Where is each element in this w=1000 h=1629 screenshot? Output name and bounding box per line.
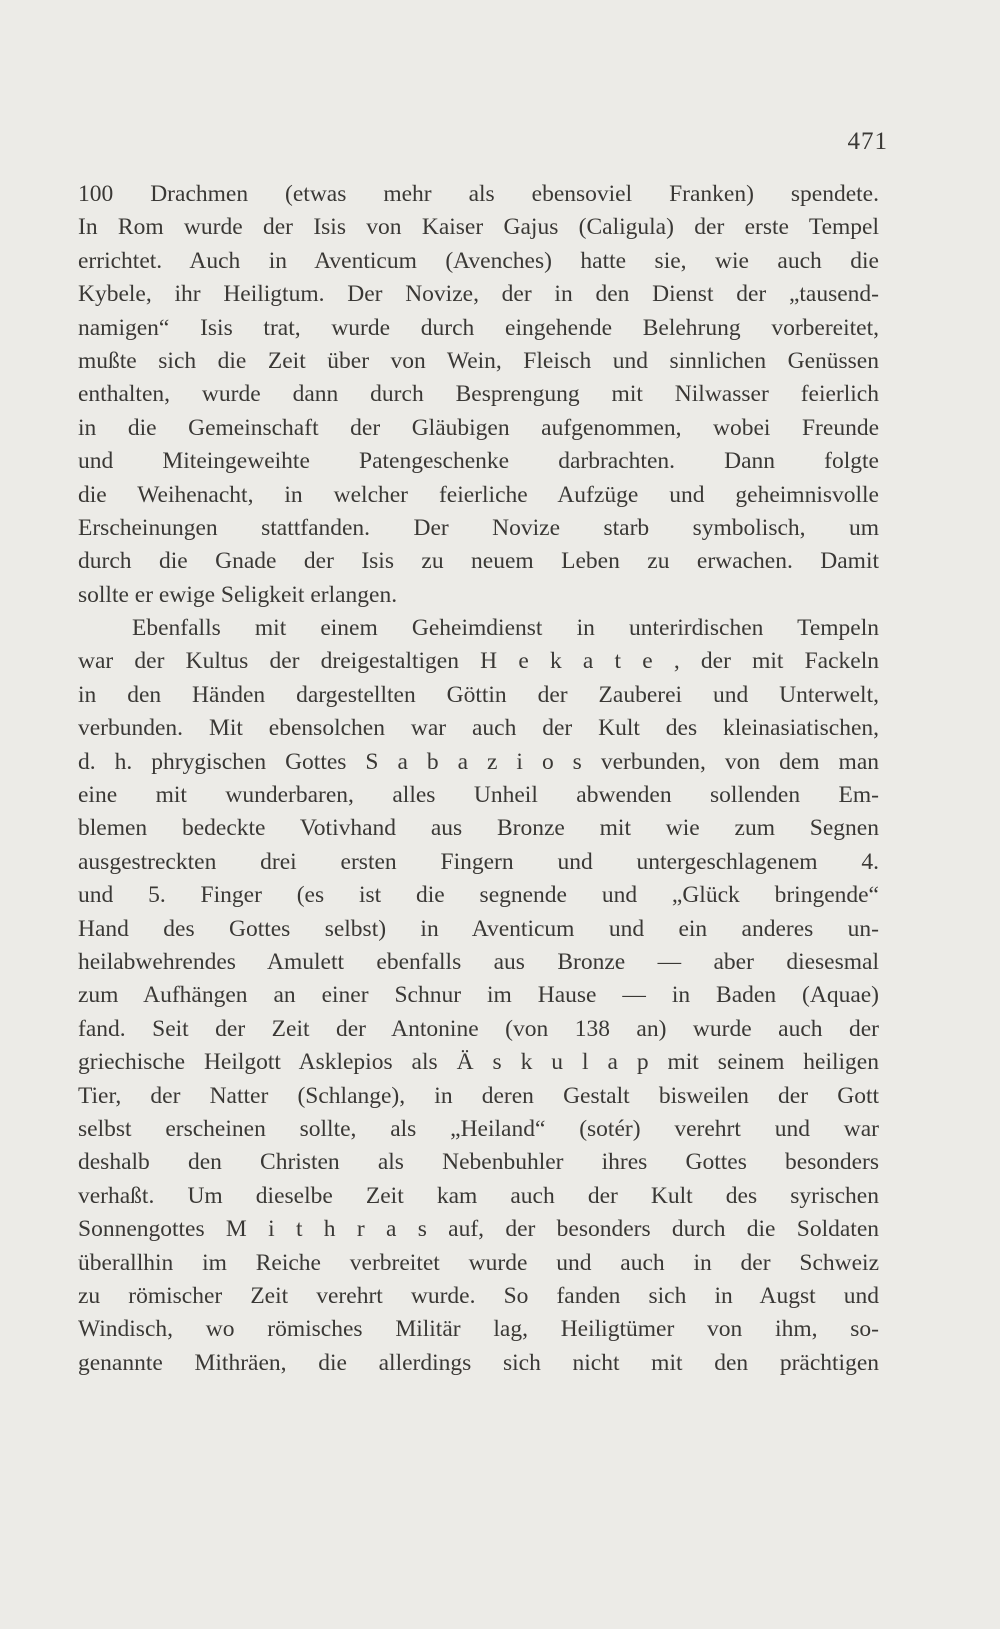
text-line: und 5. Finger (es ist die segnende und „Glück bringende“ <box>78 882 879 909</box>
text-line: verbunden. Mit ebensolchen war auch der Kult des kleinasiatischen, <box>78 715 879 742</box>
text-line: Sonnengottes M i t h r a s auf, der besonders durch die Soldaten <box>78 1216 879 1243</box>
text-line: d. h. phrygischen Gottes S a b a z i o s verbunden, von dem man <box>78 748 879 775</box>
text-line: in den Händen dargestellten Göttin der Zauberei und Unterwelt, <box>78 681 879 708</box>
text-line: fand. Seit der Zeit der Antonine (von 138 an) wurde auch der <box>78 1015 879 1042</box>
text-line: war der Kultus der dreigestaltigen H e k a t e , der mit Fackeln <box>78 648 879 675</box>
text-line: errichtet. Auch in Aventicum (Avenches) hatte sie, wie auch die <box>78 247 879 274</box>
text-line: selbst erscheinen sollte, als „Heiland“ (sotér) verehrt und war <box>78 1115 879 1142</box>
text-line: In Rom wurde der Isis von Kaiser Gajus (Caligula) der erste Tempel <box>78 214 879 241</box>
text-line: durch die Gnade der Isis zu neuem Leben zu erwachen. Damit <box>78 548 879 575</box>
text-line: enthalten, wurde dann durch Besprengung mit Nilwasser feierlich <box>78 381 879 408</box>
text-line: überallhin im Reiche verbreitet wurde und auch in der Schweiz <box>78 1249 879 1276</box>
text-line: mußte sich die Zeit über von Wein, Fleisch und sinnlichen Genüssen <box>78 347 879 374</box>
text-line: namigen“ Isis trat, wurde durch eingehende Belehrung vorbereitet, <box>78 314 879 341</box>
text-line: die Weihenacht, in welcher feierliche Aufzüge und geheimnisvolle <box>78 481 879 508</box>
body-text <box>78 178 879 1380</box>
text-line: in die Gemeinschaft der Gläubigen aufgenommen, wobei Freunde <box>78 414 879 441</box>
text-line: blemen bedeckte Votivhand aus Bronze mit wie zum Segnen <box>78 815 879 842</box>
text-line: Kybele, ihr Heiligtum. Der Novize, der in den Dienst der „tausend- <box>78 281 879 308</box>
text-line: zum Aufhängen an einer Schnur im Hause — in Baden (Aquae) <box>78 982 879 1009</box>
text-line: griechische Heilgott Asklepios als Ä s k u l a p mit seinem heiligen <box>78 1049 879 1076</box>
paragraph-end-line: sollte er ewige Seligkeit erlangen. <box>78 581 398 608</box>
text-line: Hand des Gottes selbst) in Aventicum und ein anderes un- <box>78 915 879 942</box>
text-line: verhaßt. Um dieselbe Zeit kam auch der Kult des syrischen <box>78 1182 879 1209</box>
text-line: genannte Mithräen, die allerdings sich nicht mit den prächtigen <box>78 1349 879 1376</box>
text-line: deshalb den Christen als Nebenbuhler ihres Gottes besonders <box>78 1149 879 1176</box>
text-line: Windisch, wo römisches Militär lag, Heiligtümer von ihm, so- <box>78 1316 879 1343</box>
text-line: Erscheinungen stattfanden. Der Novize starb symbolisch, um <box>78 514 879 541</box>
text-line: Tier, der Natter (Schlange), in deren Gestalt bisweilen der Gott <box>78 1082 879 1109</box>
text-line: eine mit wunderbaren, alles Unheil abwenden sollenden Em- <box>78 782 879 809</box>
page-number: 471 <box>847 128 888 155</box>
text-line: 100 Drachmen (etwas mehr als ebensoviel Franken) spendete. <box>78 181 879 207</box>
text-line: zu römischer Zeit verehrt wurde. So fanden sich in Augst und <box>78 1282 879 1309</box>
text-line: und Miteingeweihte Patengeschenke darbrachten. Dann folgte <box>78 448 879 475</box>
text-line: heilabwehrendes Amulett ebenfalls aus Bronze — aber diesesmal <box>78 948 879 975</box>
paragraph-start-line: Ebenfalls mit einem Geheimdienst in unterirdischen Tempeln <box>132 615 879 642</box>
text-line: ausgestreckten drei ersten Fingern und untergeschlagenem 4. <box>78 848 879 875</box>
